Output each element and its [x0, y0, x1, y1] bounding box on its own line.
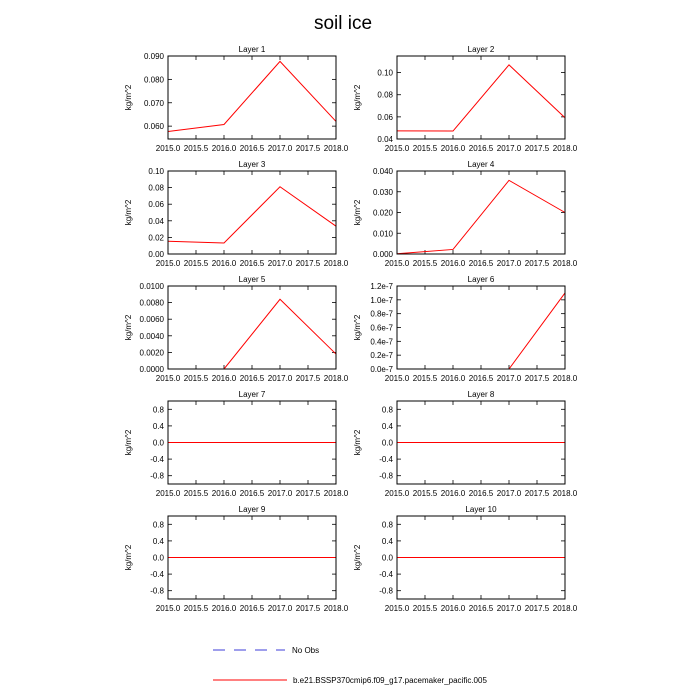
x-tick-label: 2015.5 [412, 604, 438, 613]
x-tick-label: 2017.0 [267, 489, 293, 498]
chart-panel-9 [124, 505, 349, 613]
x-tick-label: 2018.0 [552, 374, 578, 383]
x-tick-label: 2018.0 [323, 489, 349, 498]
y-axis-label: kg/m^2 [353, 84, 362, 111]
x-tick-label: 2017.5 [295, 374, 321, 383]
x-tick-label: 2016.5 [468, 489, 494, 498]
x-tick-label: 2017.0 [496, 374, 522, 383]
y-axis-label: kg/m^2 [353, 544, 362, 571]
y-tick-label: 0.040 [372, 167, 393, 176]
y-tick-label: 0.8 [381, 520, 393, 530]
x-tick-label: 2015.5 [412, 374, 438, 383]
figure-title: soil ice [313, 13, 373, 34]
x-tick-label: 2015.5 [183, 259, 209, 268]
x-tick-label: 2015.0 [155, 489, 181, 498]
panel-title: Layer 7 [238, 390, 266, 399]
y-tick-label: 0.10 [148, 167, 164, 176]
y-tick-label: 0.0080 [139, 298, 164, 308]
x-tick-label: 2015.5 [183, 604, 209, 613]
x-tick-label: 2017.5 [524, 489, 550, 498]
y-axis-label: kg/m^2 [353, 429, 362, 456]
x-tick-label: 2017.5 [295, 604, 321, 613]
x-tick-label: 2016.0 [440, 259, 466, 268]
y-tick-label: 0.4 [381, 421, 393, 431]
x-tick-label: 2016.5 [468, 259, 494, 268]
x-tick-label: 2016.5 [239, 374, 265, 383]
y-tick-label: 0.06 [377, 112, 393, 122]
x-tick-label: 2015.5 [183, 144, 209, 153]
x-tick-label: 2015.0 [384, 144, 410, 153]
y-tick-label: -0.8 [379, 471, 393, 481]
panel-title: Layer 10 [465, 505, 497, 514]
x-tick-label: 2016.0 [440, 144, 466, 153]
y-tick-label: -0.8 [150, 471, 164, 481]
x-tick-label: 2017.5 [295, 489, 321, 498]
y-tick-label: 0.6e-7 [370, 323, 393, 333]
chart-panel-1 [124, 45, 349, 153]
y-tick-label: 0.8 [152, 405, 164, 415]
y-tick-label: 0.06 [148, 200, 164, 210]
x-tick-label: 2016.5 [239, 489, 265, 498]
y-tick-label: 0.0 [381, 553, 393, 563]
y-tick-label: 0.2e-7 [370, 351, 393, 361]
x-tick-label: 2015.5 [183, 489, 209, 498]
x-tick-label: 2016.0 [211, 604, 237, 613]
y-tick-label: 0.0000 [139, 365, 164, 374]
y-tick-label: 0.070 [143, 98, 164, 108]
y-tick-label: 0.030 [372, 187, 393, 197]
y-tick-label: 0.08 [148, 183, 164, 193]
x-tick-label: 2017.0 [496, 259, 522, 268]
y-tick-label: -0.8 [379, 586, 393, 596]
x-tick-label: 2016.5 [239, 144, 265, 153]
panel-title: Layer 9 [238, 505, 266, 514]
y-axis-label: kg/m^2 [124, 84, 133, 111]
series-line [168, 187, 336, 243]
chart-panel-5 [124, 275, 349, 383]
panel-title: Layer 5 [238, 275, 266, 284]
y-tick-label: 0.4e-7 [370, 337, 393, 347]
y-tick-label: 0.8 [381, 405, 393, 415]
y-tick-label: 0.08 [377, 90, 393, 100]
x-tick-label: 2018.0 [323, 144, 349, 153]
y-axis-label: kg/m^2 [124, 544, 133, 571]
x-tick-label: 2017.0 [496, 144, 522, 153]
legend [213, 646, 487, 685]
panel-grid [124, 45, 578, 613]
y-tick-label: -0.4 [379, 455, 393, 465]
series-line [168, 61, 336, 131]
x-tick-label: 2016.5 [468, 604, 494, 613]
y-tick-label: 0.0040 [139, 331, 164, 341]
chart-panel-6 [353, 275, 578, 383]
plot-frame [168, 286, 336, 369]
x-tick-label: 2017.0 [267, 374, 293, 383]
x-tick-label: 2017.5 [295, 259, 321, 268]
x-tick-label: 2015.0 [155, 144, 181, 153]
y-tick-label: 0.8 [152, 520, 164, 530]
x-tick-label: 2017.0 [267, 604, 293, 613]
x-tick-label: 2017.5 [524, 604, 550, 613]
x-tick-label: 2016.0 [211, 144, 237, 153]
x-tick-label: 2015.5 [183, 374, 209, 383]
x-tick-label: 2016.0 [440, 489, 466, 498]
y-tick-label: 0.0020 [139, 348, 164, 358]
y-tick-label: 0.010 [372, 229, 393, 239]
y-tick-label: 0.0 [152, 553, 164, 563]
x-tick-label: 2017.0 [267, 259, 293, 268]
y-tick-label: 0.000 [372, 250, 393, 259]
x-tick-label: 2018.0 [323, 604, 349, 613]
y-tick-label: -0.4 [150, 570, 164, 580]
panel-title: Layer 2 [467, 45, 495, 54]
y-tick-label: 1.2e-7 [370, 282, 393, 291]
x-tick-label: 2015.0 [155, 604, 181, 613]
x-tick-label: 2017.0 [267, 144, 293, 153]
y-tick-label: 0.4 [152, 421, 164, 431]
x-tick-label: 2016.5 [239, 259, 265, 268]
panel-title: Layer 1 [238, 45, 266, 54]
chart-panel-7 [124, 390, 349, 498]
x-tick-label: 2015.0 [155, 374, 181, 383]
x-tick-label: 2015.0 [155, 259, 181, 268]
y-tick-label: -0.4 [150, 455, 164, 465]
x-tick-label: 2016.0 [211, 374, 237, 383]
y-tick-label: 0.0100 [139, 282, 164, 291]
y-tick-label: 0.090 [143, 52, 164, 61]
y-axis-label: kg/m^2 [124, 314, 133, 341]
y-axis-label: kg/m^2 [353, 314, 362, 341]
x-tick-label: 2018.0 [552, 259, 578, 268]
x-tick-label: 2016.5 [239, 604, 265, 613]
x-tick-label: 2015.0 [384, 604, 410, 613]
chart-panel-3 [124, 160, 349, 268]
x-tick-label: 2017.0 [496, 604, 522, 613]
x-tick-label: 2017.0 [496, 489, 522, 498]
panel-title: Layer 8 [467, 390, 495, 399]
x-tick-label: 2015.0 [384, 374, 410, 383]
panel-title: Layer 6 [467, 275, 495, 284]
panel-title: Layer 4 [467, 160, 495, 169]
x-tick-label: 2016.0 [440, 604, 466, 613]
x-tick-label: 2015.5 [412, 259, 438, 268]
y-tick-label: 0.0 [152, 438, 164, 448]
x-tick-label: 2015.5 [412, 144, 438, 153]
x-tick-label: 2015.0 [384, 489, 410, 498]
x-tick-label: 2017.5 [295, 144, 321, 153]
y-tick-label: 0.060 [143, 122, 164, 132]
chart-panel-4 [353, 160, 578, 268]
y-axis-label: kg/m^2 [124, 199, 133, 226]
series-line [397, 65, 565, 131]
x-tick-label: 2018.0 [323, 374, 349, 383]
x-tick-label: 2018.0 [552, 489, 578, 498]
series-line [397, 293, 565, 369]
x-tick-label: 2017.5 [524, 259, 550, 268]
x-tick-label: 2018.0 [323, 259, 349, 268]
legend-obs-label: No Obs [292, 646, 320, 655]
y-tick-label: -0.4 [379, 570, 393, 580]
y-tick-label: 0.0060 [139, 315, 164, 325]
x-tick-label: 2015.0 [384, 259, 410, 268]
plot-frame [397, 171, 565, 254]
chart-panel-8 [353, 390, 578, 498]
series-line [168, 299, 336, 369]
y-tick-label: 0.080 [143, 75, 164, 85]
y-axis-label: kg/m^2 [124, 429, 133, 456]
plot-frame [168, 56, 336, 139]
x-tick-label: 2017.5 [524, 144, 550, 153]
x-tick-label: 2016.0 [440, 374, 466, 383]
y-tick-label: 0.02 [148, 233, 164, 243]
y-tick-label: 0.0 [381, 438, 393, 448]
y-tick-label: 0.04 [377, 135, 393, 144]
y-tick-label: 1.0e-7 [370, 295, 393, 305]
y-tick-label: 0.4 [152, 536, 164, 546]
chart-panel-10 [353, 505, 578, 613]
x-tick-label: 2016.0 [211, 259, 237, 268]
x-tick-label: 2016.5 [468, 144, 494, 153]
panel-title: Layer 3 [238, 160, 266, 169]
x-tick-label: 2018.0 [552, 604, 578, 613]
x-tick-label: 2016.0 [211, 489, 237, 498]
y-tick-label: 0.020 [372, 208, 393, 218]
y-tick-label: -0.8 [150, 586, 164, 596]
x-tick-label: 2015.5 [412, 489, 438, 498]
x-tick-label: 2017.5 [524, 374, 550, 383]
y-tick-label: 0.4 [381, 536, 393, 546]
x-tick-label: 2016.5 [468, 374, 494, 383]
x-tick-label: 2018.0 [552, 144, 578, 153]
y-tick-label: 0.00 [148, 250, 164, 259]
y-tick-label: 0.04 [148, 216, 164, 226]
chart-panel-2 [353, 45, 578, 153]
y-tick-label: 0.10 [377, 68, 393, 78]
series-line [397, 180, 565, 253]
legend-model-label: b.e21.BSSP370cmip6.f09_g17.pacemaker_pacific.005 [293, 676, 487, 685]
y-tick-label: 0.8e-7 [370, 309, 393, 319]
y-tick-label: 0.0e-7 [370, 365, 393, 374]
y-axis-label: kg/m^2 [353, 199, 362, 226]
